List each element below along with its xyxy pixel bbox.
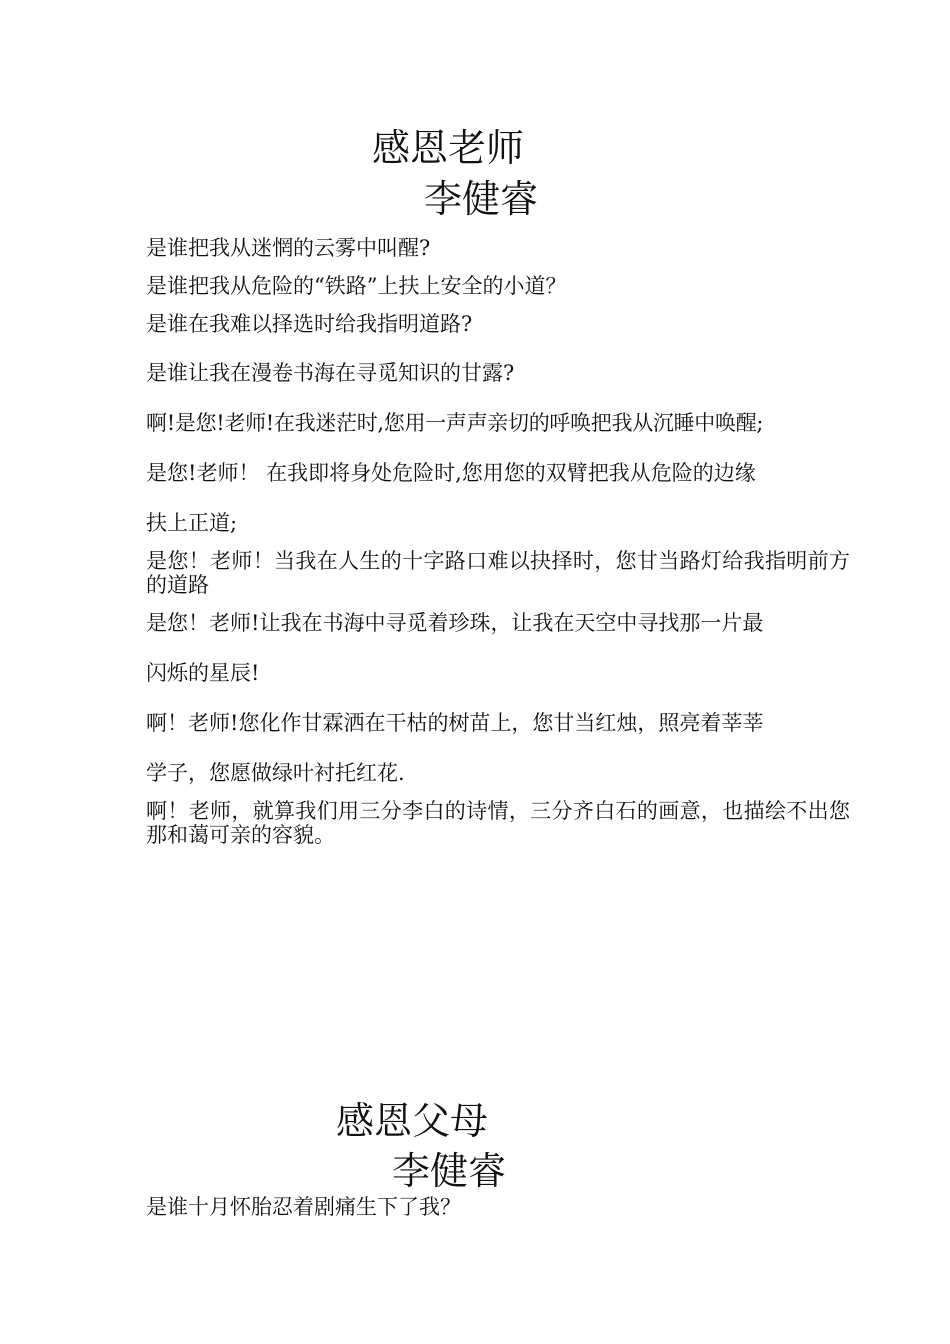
poem-line: 是谁在我难以择选时给我指明道路? — [146, 312, 473, 336]
section1-author: 李健睿 — [424, 177, 539, 221]
poem-line: 是谁让我在漫卷书海在寻觅知识的甘露? — [146, 361, 515, 385]
poem-line: 是谁把我从危险的“铁路”上扶上安全的小道？ — [146, 274, 567, 298]
poem-line: 闪烁的星辰! — [146, 661, 260, 685]
poem-line: 是谁十月怀胎忍着剧痛生下了我？ — [146, 1195, 461, 1219]
section1-title: 感恩老师 — [372, 126, 525, 170]
poem-line: 是谁把我从迷惘的云雾中叫醒? — [146, 236, 431, 260]
poem-line: 学子，您愿做绿叶衬托红花. — [146, 761, 405, 785]
poem-line: 啊！老师!您化作甘霖洒在干枯的树苗上，您甘当红烛，照亮着莘莘 — [146, 711, 764, 735]
poem-paragraph: 是您！老师！当我在人生的十字路口难以抉择时，您甘当路灯给我指明前方的道路 — [146, 549, 850, 597]
poem-line: 啊!是您!老师!在我迷茫时,您用一声声亲切的呼唤把我从沉睡中唤醒; — [146, 411, 764, 435]
section2-title: 感恩父母 — [336, 1099, 489, 1143]
poem-line: 是您！老师!让我在书海中寻觅着珍珠，让我在天空中寻找那一片最 — [146, 611, 764, 635]
poem-line: 扶上正道; — [146, 511, 238, 535]
poem-line: 是您!老师！ 在我即将身处危险时,您用您的双臂把我从危险的边缘 — [146, 461, 756, 485]
section2-author: 李健睿 — [392, 1149, 507, 1193]
poem-paragraph: 啊！老师，就算我们用三分李白的诗情，三分齐白石的画意，也描绘不出您那和蔼可亲的容貌。 — [146, 799, 850, 847]
